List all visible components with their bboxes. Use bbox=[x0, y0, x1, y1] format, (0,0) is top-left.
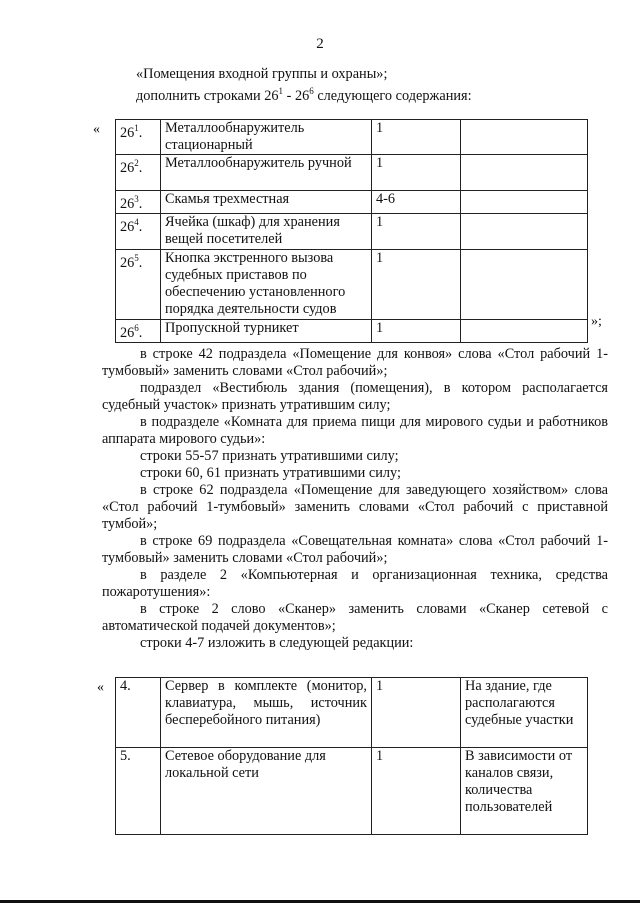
body-text bbox=[102, 346, 608, 652]
table1-row bbox=[116, 319, 588, 342]
paragraph: в строке 2 слово «Сканер» заменить словами «Сканер сетевой с автоматической подачей документов»; bbox=[102, 601, 608, 634]
table1-quote-close: »; bbox=[591, 314, 602, 329]
table1-cell-name: Кнопка экстренного вызова судебных приставов по обеспечению установленного порядка деятельности судов bbox=[161, 249, 372, 319]
paragraph: в разделе 2 «Компьютерная и организационная техника, средства пожаротушения»: bbox=[102, 567, 608, 600]
intro-text bbox=[136, 66, 606, 104]
table1-cell-qty: 1 bbox=[372, 213, 461, 249]
table2-cell-qty: 1 bbox=[372, 748, 461, 835]
table1-cell-note bbox=[461, 249, 588, 319]
table1-row bbox=[116, 191, 588, 214]
paragraph: строки 60, 61 признать утратившими силу; bbox=[140, 465, 401, 481]
table1-cell-name: Металлообнаружитель ручной bbox=[161, 155, 372, 191]
paragraph: подраздел «Вестибюль здания (помещения), в котором располагается судебный участок» признать утратившим силу; bbox=[102, 380, 608, 413]
intro-line-2: дополнить строками $26^1 - 26^6$ следующего содержания: bbox=[136, 86, 472, 104]
table1-cell-qty: 1 bbox=[372, 120, 461, 155]
intro-line-1: «Помещения входной группы и охраны»; bbox=[136, 66, 388, 82]
table1-cell-num: $26^6$. bbox=[116, 319, 161, 342]
table1-cell-note bbox=[461, 120, 588, 155]
table1-cell-name: Ячейка (шкаф) для хранения вещей посетителей bbox=[161, 213, 372, 249]
paragraph: в строке 62 подраздела «Помещение для заведующего хозяйством» слова «Стол рабочий 1-тумбовый» заменить словами «Стол рабочий с приставной тумбой»; bbox=[102, 482, 608, 532]
table1-cell-qty: 1 bbox=[372, 249, 461, 319]
table2-cell-name: Сетевое оборудование для локальной сети bbox=[161, 748, 372, 835]
table1-cell-qty: 4-6 bbox=[372, 191, 461, 214]
table1-cell-note bbox=[461, 155, 588, 191]
table2-cell-name: Сервер в комплекте (монитор, клавиатура, мышь, источник бесперебойного питания) bbox=[161, 678, 372, 748]
paragraph: в подразделе «Комната для приема пищи для мирового судьи и работников аппарата мирового судьи»: bbox=[102, 414, 608, 447]
table1-row bbox=[116, 249, 588, 319]
table2-quote-open: « bbox=[97, 680, 104, 695]
table1-cell-num: $26^1$. bbox=[116, 120, 161, 155]
paragraph: строки 4-7 изложить в следующей редакции: bbox=[140, 635, 414, 651]
table2-cell-note: В зависимости от каналов связи, количества пользователей bbox=[461, 748, 588, 835]
table1-cell-name: Металлообнаружитель стационарный bbox=[161, 120, 372, 155]
table2-row bbox=[116, 748, 588, 835]
table1-cell-note bbox=[461, 319, 588, 342]
table1-row bbox=[116, 120, 588, 155]
page-number: 2 bbox=[316, 36, 324, 52]
scan-edge-line bbox=[0, 900, 640, 903]
paragraph: в строке 69 подраздела «Совещательная комната» слова «Стол рабочий 1-тумбовый» заменить словами «Стол рабочий»; bbox=[102, 533, 608, 566]
table1 bbox=[115, 119, 588, 343]
table1-cell-num: $26^4$. bbox=[116, 213, 161, 249]
table1-cell-note bbox=[461, 213, 588, 249]
paragraph: строки 55-57 признать утратившими силу; bbox=[140, 448, 399, 464]
table1-cell-num: $26^5$. bbox=[116, 249, 161, 319]
table1-cell-qty: 1 bbox=[372, 319, 461, 342]
table1-cell-name: Скамья трехместная bbox=[161, 191, 372, 214]
table1-row bbox=[116, 213, 588, 249]
table2 bbox=[115, 677, 588, 835]
table1-cell-note bbox=[461, 191, 588, 214]
table2-row bbox=[116, 678, 588, 748]
paragraph: в строке 42 подраздела «Помещение для конвоя» слова «Стол рабочий 1-тумбовый» заменить словами «Стол рабочий»; bbox=[102, 346, 608, 379]
table2-cell-num: 5. bbox=[116, 748, 161, 835]
table2-cell-note: На здание, где располагаются судебные участки bbox=[461, 678, 588, 748]
table1-cell-name: Пропускной турникет bbox=[161, 319, 372, 342]
table1-quote-open: « bbox=[93, 122, 100, 137]
table1-cell-qty: 1 bbox=[372, 155, 461, 191]
table1-cell-num: $26^3$. bbox=[116, 191, 161, 214]
table1-row bbox=[116, 155, 588, 191]
table2-cell-num: 4. bbox=[116, 678, 161, 748]
table2-cell-qty: 1 bbox=[372, 678, 461, 748]
table1-cell-num: $26^2$. bbox=[116, 155, 161, 191]
